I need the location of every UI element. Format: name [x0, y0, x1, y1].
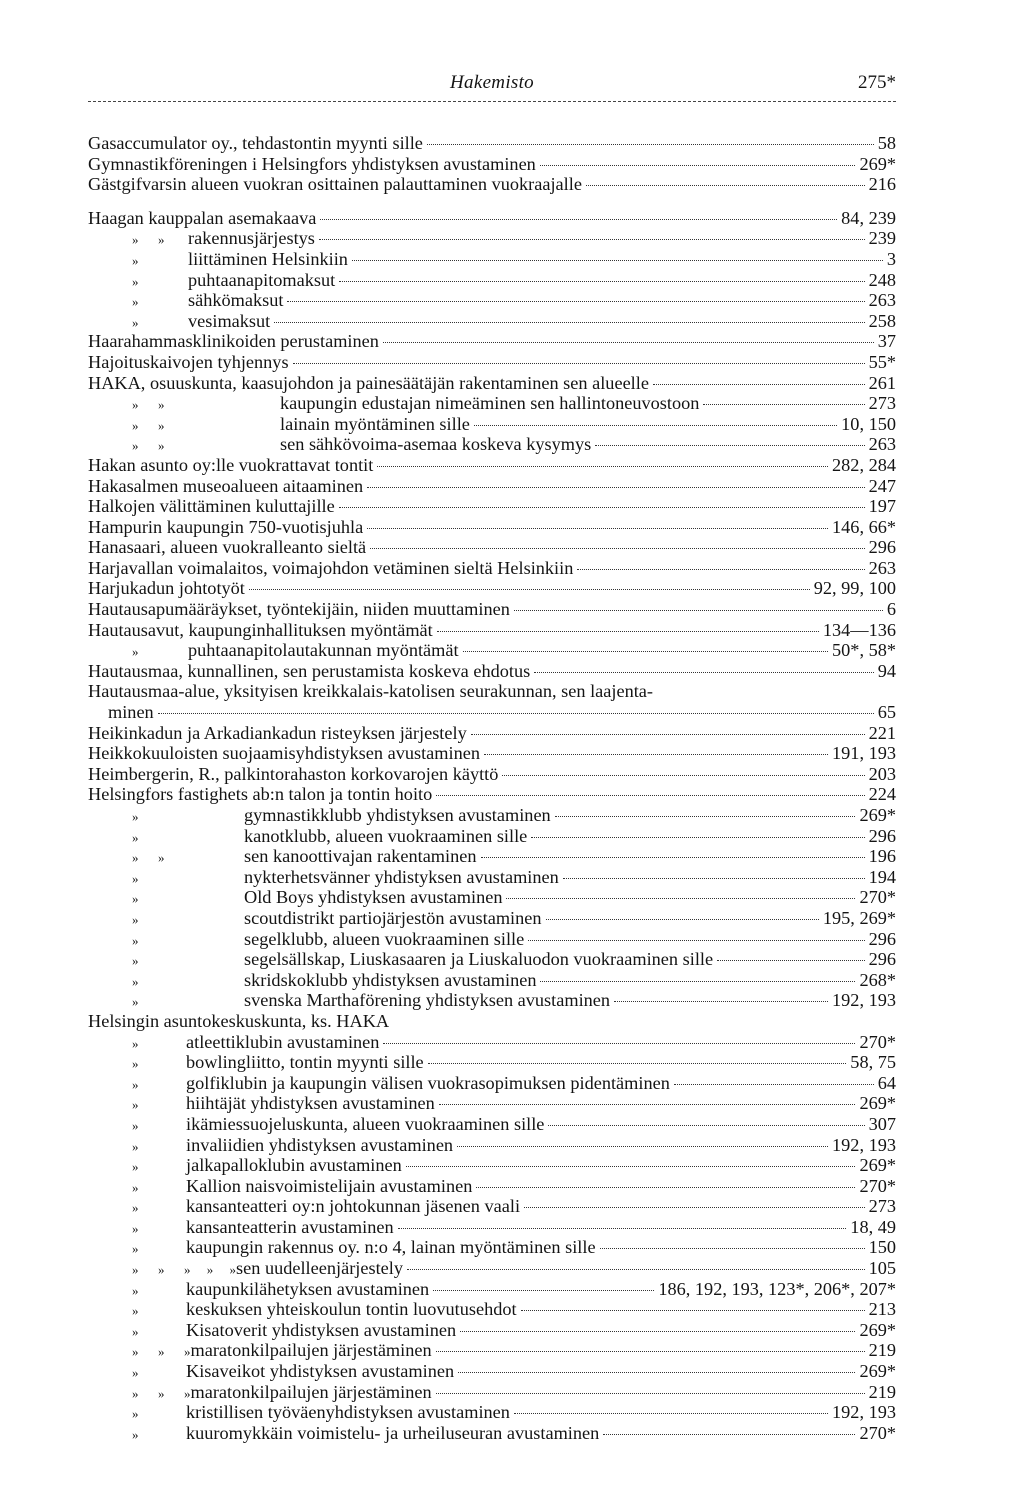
ditto-mark: »: [132, 1179, 139, 1195]
dot-leader: [367, 528, 828, 529]
index-entry: [88, 908, 896, 929]
entry-pages: 219: [868, 1340, 896, 1361]
ditto-mark: »: [132, 911, 139, 927]
entry-text: Hautausmaa-alue, yksityisen kreikkalais-katolisen seurakunnan, sen laajenta-: [88, 681, 653, 702]
entry-pages: 270*: [859, 887, 896, 908]
entry-text: Helsingin asuntokeskuskunta, ks. HAKA: [88, 1010, 390, 1031]
dot-leader: [158, 713, 874, 714]
dot-leader: [471, 734, 865, 735]
entry-text: Kisaveikot yhdistyksen avustaminen: [186, 1361, 455, 1382]
ditto-mark: »: [132, 1097, 139, 1113]
entry-pages: 239: [868, 228, 896, 249]
entry-text: nykterhetsvänner yhdistyksen avustaminen: [244, 866, 559, 887]
entry-pages: 191, 193: [832, 743, 896, 764]
index-entry: [88, 1382, 896, 1403]
entry-pages: 248: [868, 269, 896, 290]
entry-pages: 296: [868, 928, 896, 949]
index-entry: [88, 599, 896, 620]
entry-pages: 247: [868, 475, 896, 496]
entry-text: Gymnastikföreningen i Helsingfors yhdistyksen avustaminen: [88, 153, 536, 174]
entry-text: kansanteatteri oy:n johtokunnan jäsenen vaali: [186, 1196, 521, 1217]
dot-leader: [546, 919, 819, 920]
index-entry: [88, 826, 896, 847]
index-entry: [88, 723, 896, 744]
dot-leader: [586, 185, 865, 186]
index-entry: [88, 805, 896, 826]
dot-leader: [439, 1104, 856, 1105]
entry-text: Kisatoverit yhdistyksen avustaminen: [186, 1319, 457, 1340]
entry-pages: 192, 193: [832, 990, 896, 1011]
index-entry: [88, 496, 896, 517]
entry-pages: 84, 239: [841, 207, 896, 228]
entry-text: HAKA, osuuskunta, kaasujohdon ja painesäätäjän rakentaminen sen alueelle: [88, 372, 649, 393]
entry-pages: 270*: [859, 1031, 896, 1052]
index-entry: [88, 764, 896, 785]
dot-leader: [407, 1269, 865, 1270]
entry-text: Old Boys yhdistyksen avustaminen: [244, 887, 503, 908]
entry-text: Heimbergerin, R., palkintorahaston korkovarojen käyttö: [88, 763, 499, 784]
entry-pages: 269*: [859, 1361, 896, 1382]
index-entry: [88, 393, 896, 414]
entry-pages: 213: [868, 1299, 896, 1320]
ditto-mark: »: [132, 1159, 139, 1175]
ditto-mark: » »: [132, 438, 165, 454]
dot-leader: [703, 404, 864, 405]
entry-text: maratonkilpailujen järjestäminen: [190, 1381, 432, 1402]
dot-leader: [367, 487, 864, 488]
dot-leader: [320, 219, 837, 220]
entry-text: minen: [108, 702, 154, 723]
entry-text: Helsingfors fastighets ab:n talon ja tontin hoito: [88, 784, 433, 805]
index-entry: [88, 290, 896, 311]
ditto-mark: »: [132, 1282, 139, 1298]
entry-pages: 50*, 58*: [832, 640, 896, 661]
entry-pages: 263: [868, 434, 896, 455]
dot-leader: [506, 898, 855, 899]
ditto-mark: »: [132, 644, 139, 660]
index-entry: [88, 311, 896, 332]
dot-leader: [674, 1084, 874, 1085]
dot-leader: [463, 651, 828, 652]
ditto-mark: »: [132, 1406, 139, 1422]
entry-text: Hakasalmen museoalueen aitaaminen: [88, 475, 364, 496]
index-entry: [88, 476, 896, 497]
entry-pages: 10, 150: [841, 413, 896, 434]
entry-pages: 269*: [859, 1093, 896, 1114]
index-entry: [88, 1093, 896, 1114]
index-entry: [88, 1423, 896, 1444]
dot-leader: [339, 507, 865, 508]
entry-pages: 6: [886, 599, 896, 620]
dot-leader: [339, 281, 864, 282]
dot-leader: [249, 589, 810, 590]
dot-leader: [319, 239, 865, 240]
index-entry: [88, 373, 896, 394]
ditto-mark: »: [132, 973, 139, 989]
entry-pages: 269*: [859, 1155, 896, 1176]
dot-leader: [433, 1290, 654, 1291]
entry-pages: 273: [868, 393, 896, 414]
dot-leader: [436, 1393, 865, 1394]
dot-leader: [293, 363, 865, 364]
index-entry: [88, 558, 896, 579]
index-entry: [88, 1135, 896, 1156]
index-entry: [88, 352, 896, 373]
dot-leader: [377, 466, 828, 467]
ditto-mark: » » » » »: [132, 1262, 236, 1278]
entry-pages: 269*: [859, 805, 896, 825]
index-entry: [88, 970, 896, 991]
entry-pages: 192, 193: [832, 1134, 896, 1155]
ditto-mark: »: [132, 1076, 139, 1092]
entry-pages: 105: [868, 1258, 896, 1279]
dot-leader: [436, 1351, 865, 1352]
dot-leader: [521, 1310, 865, 1311]
index-entry: [88, 1032, 896, 1053]
ditto-mark: »: [132, 953, 139, 969]
dot-leader: [555, 816, 856, 817]
ditto-mark: »: [132, 252, 139, 268]
dot-leader: [600, 1248, 865, 1249]
entry-text: golfiklubin ja kaupungin välisen vuokrasopimuksen pidentäminen: [186, 1072, 670, 1093]
entry-pages: 58: [877, 133, 896, 153]
dot-leader: [614, 1001, 828, 1002]
entry-pages: 146, 66*: [832, 516, 896, 537]
ditto-mark: »: [132, 829, 139, 845]
entry-pages: 203: [868, 763, 896, 784]
index-entry: [88, 1340, 896, 1361]
entry-pages: 150: [868, 1237, 896, 1258]
index-entry: [88, 1155, 896, 1176]
entry-text: bowlingliitto, tontin myynti sille: [186, 1052, 424, 1073]
entry-pages: 197: [868, 496, 896, 517]
index-entry: [88, 249, 896, 270]
ditto-mark: »: [132, 273, 139, 289]
dot-leader: [457, 1146, 828, 1147]
entry-pages: 64: [877, 1072, 896, 1093]
ditto-mark: »: [132, 1303, 139, 1319]
index-entry: [88, 1073, 896, 1094]
index-entry: [88, 1196, 896, 1217]
entry-pages: 270*: [859, 1175, 896, 1196]
index-entry: [88, 1258, 896, 1279]
dot-leader: [383, 342, 874, 343]
entry-text: puhtaanapitomaksut: [188, 269, 336, 290]
dot-leader: [514, 1413, 828, 1414]
entry-pages: 55*: [868, 351, 896, 372]
dot-leader: [370, 548, 864, 549]
entry-pages: 224: [868, 784, 896, 805]
dot-leader: [406, 1166, 856, 1167]
entry-text: ikämiessuojeluskunta, alueen vuokraaminen sille: [186, 1113, 545, 1134]
entry-text: kaupungin rakennus oy. n:o 4, lainan myöntäminen sille: [186, 1237, 596, 1258]
entry-pages: 196: [868, 846, 896, 867]
entry-text: segelklubb, alueen vuokraaminen sille: [244, 928, 525, 949]
index-entry: [88, 414, 896, 435]
entry-text: maratonkilpailujen järjestäminen: [190, 1340, 432, 1361]
index-entry: [88, 331, 896, 352]
index-entry: [88, 1052, 896, 1073]
dot-leader: [717, 960, 864, 961]
entry-text: Heikkokuuloisten suojaamisyhdistyksen avustaminen: [88, 743, 480, 764]
entry-pages: 307: [868, 1113, 896, 1134]
entry-pages: 219: [868, 1381, 896, 1402]
dot-leader: [514, 610, 883, 611]
header-rule: [88, 101, 896, 102]
entry-text: atleettiklubin avustaminen: [186, 1031, 380, 1052]
entry-pages: 216: [868, 174, 896, 195]
dot-leader: [577, 569, 864, 570]
ditto-mark: »: [132, 994, 139, 1010]
dot-leader: [595, 445, 864, 446]
entry-pages: 65: [877, 702, 896, 723]
dot-leader: [653, 384, 865, 385]
entry-pages: 269*: [859, 153, 896, 174]
index-entry: [88, 537, 896, 558]
index-entry: [88, 434, 896, 455]
dot-leader: [502, 775, 864, 776]
index-entry: [88, 867, 896, 888]
entry-pages: 192, 193: [832, 1402, 896, 1423]
index-entry: [88, 270, 896, 291]
entry-pages: 195, 269*: [822, 907, 896, 928]
entry-text: kaupungin edustajan nimeäminen sen hallintoneuvostoon: [280, 393, 700, 414]
index-entry: [88, 455, 896, 476]
running-header: [88, 72, 896, 98]
index-entry: [88, 1217, 896, 1238]
index-entry: [88, 990, 896, 1011]
entry-text: Hautausapumääräykset, työntekijäin, niiden muuttaminen: [88, 599, 510, 620]
entry-text: Haarahammasklinikoiden perustaminen: [88, 331, 379, 352]
index-entry: [88, 1299, 896, 1320]
entry-text: rakennusjärjestys: [188, 228, 315, 249]
index-entry: [88, 743, 896, 764]
entry-text: Hakan asunto oy:lle vuokrattavat tontit: [88, 454, 374, 475]
dot-leader: [528, 940, 864, 941]
entry-text: sen sähkövoima-asemaa koskeva kysymys: [280, 434, 592, 455]
entry-text: Hautausavut, kaupunginhallituksen myöntämät: [88, 619, 433, 640]
index-entry: [88, 846, 896, 867]
dot-leader: [352, 260, 883, 261]
ditto-mark: »: [132, 294, 139, 310]
entry-text: invaliidien yhdistyksen avustaminen: [186, 1134, 454, 1155]
ditto-mark: »: [132, 1200, 139, 1216]
entry-pages: 94: [877, 660, 896, 681]
ditto-mark: » » »: [132, 1385, 191, 1401]
dot-leader: [437, 631, 819, 632]
dot-leader: [274, 322, 864, 323]
index-entry: [88, 1320, 896, 1341]
ditto-mark: »: [132, 1323, 139, 1339]
index-entry: [88, 620, 896, 641]
entry-pages: 296: [868, 537, 896, 558]
dot-leader: [548, 1125, 864, 1126]
entry-pages: 92, 99, 100: [813, 578, 896, 599]
ditto-mark: » »: [132, 417, 165, 433]
ditto-mark: »: [132, 932, 139, 948]
page-number: 275*: [858, 72, 896, 93]
index-entry: [88, 154, 896, 175]
entry-text: hiihtäjät yhdistyksen avustaminen: [186, 1093, 435, 1114]
dot-leader: [484, 754, 828, 755]
entry-pages: 221: [868, 722, 896, 743]
ditto-mark: »: [132, 1365, 139, 1381]
dot-leader: [481, 857, 865, 858]
ditto-mark: »: [132, 891, 139, 907]
entry-text: Kallion naisvoimistelijain avustaminen: [186, 1175, 473, 1196]
index-entry: [88, 578, 896, 599]
index-entry: [88, 174, 896, 195]
entry-pages: 18, 49: [850, 1216, 896, 1237]
ditto-mark: »: [132, 1426, 139, 1442]
dot-leader: [474, 425, 837, 426]
entry-text: segelsällskap, Liuskasaaren ja Liuskaluodon vuokraaminen sille: [244, 949, 714, 970]
entry-text: lainain myöntäminen sille: [280, 413, 470, 434]
dot-leader: [540, 165, 856, 166]
dot-leader: [531, 837, 864, 838]
dot-leader: [476, 1187, 855, 1188]
entry-text: gymnastikklubb yhdistyksen avustaminen: [244, 805, 551, 825]
index-entry: [88, 784, 896, 805]
entry-pages: 273: [868, 1196, 896, 1217]
entry-text: scoutdistrikt partiojärjestön avustaminen: [244, 907, 542, 928]
entry-text: keskuksen yhteiskoulun tontin luovutusehdot: [186, 1299, 517, 1320]
index-entry: [88, 1176, 896, 1197]
dot-leader: [398, 1228, 847, 1229]
entry-pages: 270*: [859, 1422, 896, 1443]
entry-text: Heikinkadun ja Arkadiankadun risteyksen järjestely: [88, 722, 467, 743]
entry-pages: 3: [886, 248, 896, 269]
entry-pages: 134—136: [822, 619, 896, 640]
entry-pages: 296: [868, 825, 896, 846]
entry-text: sähkömaksut: [188, 290, 284, 311]
ditto-mark: »: [132, 870, 139, 886]
dot-leader: [436, 795, 864, 796]
index-entry: [88, 929, 896, 950]
index-entry: [88, 1361, 896, 1382]
ditto-mark: »: [132, 1056, 139, 1072]
index-entry: [88, 517, 896, 538]
index-list: [88, 133, 896, 1443]
index-entry: [88, 661, 896, 682]
entry-text: Harjavallan voimalaitos, voimajohdon vetäminen sieltä Helsinkiin: [88, 557, 574, 578]
entry-text: puhtaanapitolautakunnan myöntämät: [188, 640, 459, 661]
index-entry: [88, 949, 896, 970]
dot-leader: [458, 1372, 855, 1373]
index-entry: [88, 1237, 896, 1258]
dot-leader: [383, 1043, 855, 1044]
entry-pages: 186, 192, 193, 123*, 206*, 207*: [658, 1278, 896, 1299]
entry-pages: 282, 284: [832, 454, 896, 475]
ditto-mark: » » »: [132, 1344, 191, 1360]
index-entry: [88, 133, 896, 154]
index-entry: [88, 1011, 896, 1032]
dot-leader: [534, 672, 874, 673]
entry-text: Gasaccumulator oy., tehdastontin myynti sille: [88, 133, 423, 153]
entry-text: kansanteatterin avustaminen: [186, 1216, 394, 1237]
entry-text: jalkapalloklubin avustaminen: [186, 1155, 402, 1176]
entry-text: kaupunkilähetyksen avustaminen: [186, 1278, 430, 1299]
entry-text: Halkojen välittäminen kuluttajille: [88, 496, 335, 517]
entry-text: kristillisen työväenyhdistyksen avustaminen: [186, 1402, 510, 1423]
entry-text: liittäminen Helsinkiin: [188, 248, 348, 269]
entry-pages: 58, 75: [850, 1052, 896, 1073]
dot-leader: [603, 1434, 855, 1435]
index-entry: [88, 208, 896, 229]
ditto-mark: »: [132, 1117, 139, 1133]
index-entry: [88, 1114, 896, 1135]
entry-pages: 258: [868, 310, 896, 331]
entry-pages: 263: [868, 290, 896, 311]
entry-text: Haagan kauppalan asemakaava: [88, 207, 317, 228]
entry-pages: 263: [868, 557, 896, 578]
entry-text: sen kanoottivajan rakentaminen: [244, 846, 477, 867]
entry-pages: 261: [868, 372, 896, 393]
entry-text: Hautausmaa, kunnallinen, sen perustamista koskeva ehdotus: [88, 660, 531, 681]
ditto-mark: »: [132, 1220, 139, 1236]
entry-text: Hampurin kaupungin 750-vuotisjuhla: [88, 516, 364, 537]
entry-text: kanotklubb, alueen vuokraaminen sille: [244, 825, 528, 846]
index-entry: [88, 640, 896, 661]
index-entry: [88, 1279, 896, 1300]
dot-leader: [460, 1331, 855, 1332]
entry-text: svenska Marthaförening yhdistyksen avustaminen: [244, 990, 611, 1011]
dot-leader: [287, 301, 864, 302]
index-entry: [88, 228, 896, 249]
ditto-mark: »: [132, 314, 139, 330]
entry-pages: 194: [868, 866, 896, 887]
entry-text: vesimaksut: [188, 310, 271, 331]
page-title: Hakemisto: [450, 72, 534, 93]
dot-leader: [428, 1063, 847, 1064]
dot-leader: [427, 144, 874, 145]
dot-leader: [524, 1207, 865, 1208]
ditto-mark: »: [132, 809, 139, 824]
dot-leader: [563, 878, 865, 879]
entry-pages: 296: [868, 949, 896, 970]
entry-pages: 269*: [859, 1319, 896, 1340]
entry-text: Harjukadun johtotyöt: [88, 578, 245, 599]
ditto-mark: »: [132, 1138, 139, 1154]
entry-text: kuuromykkäin voimistelu- ja urheiluseuran avustaminen: [186, 1422, 600, 1443]
ditto-mark: »: [132, 1241, 139, 1257]
entry-pages: 37: [877, 331, 896, 352]
entry-text: Gästgifvarsin alueen vuokran osittainen palauttaminen vuokraajalle: [88, 174, 582, 195]
entry-text: skridskoklubb yhdistyksen avustaminen: [244, 969, 537, 990]
index-entry: [88, 887, 896, 908]
ditto-mark: » »: [132, 397, 165, 413]
entry-pages: 268*: [859, 969, 896, 990]
ditto-mark: » »: [132, 232, 165, 248]
ditto-mark: »: [132, 1035, 139, 1051]
index-entry: [88, 1402, 896, 1423]
entry-text: sen uudelleenjärjestely: [236, 1258, 404, 1279]
dot-leader: [540, 981, 855, 982]
ditto-mark: » »: [132, 850, 165, 866]
index-entry: [88, 681, 896, 702]
index-entry: [88, 702, 896, 723]
entry-text: Hanasaari, alueen vuokralleanto sieltä: [88, 537, 367, 558]
entry-text: Hajoituskaivojen tyhjennys: [88, 351, 289, 372]
